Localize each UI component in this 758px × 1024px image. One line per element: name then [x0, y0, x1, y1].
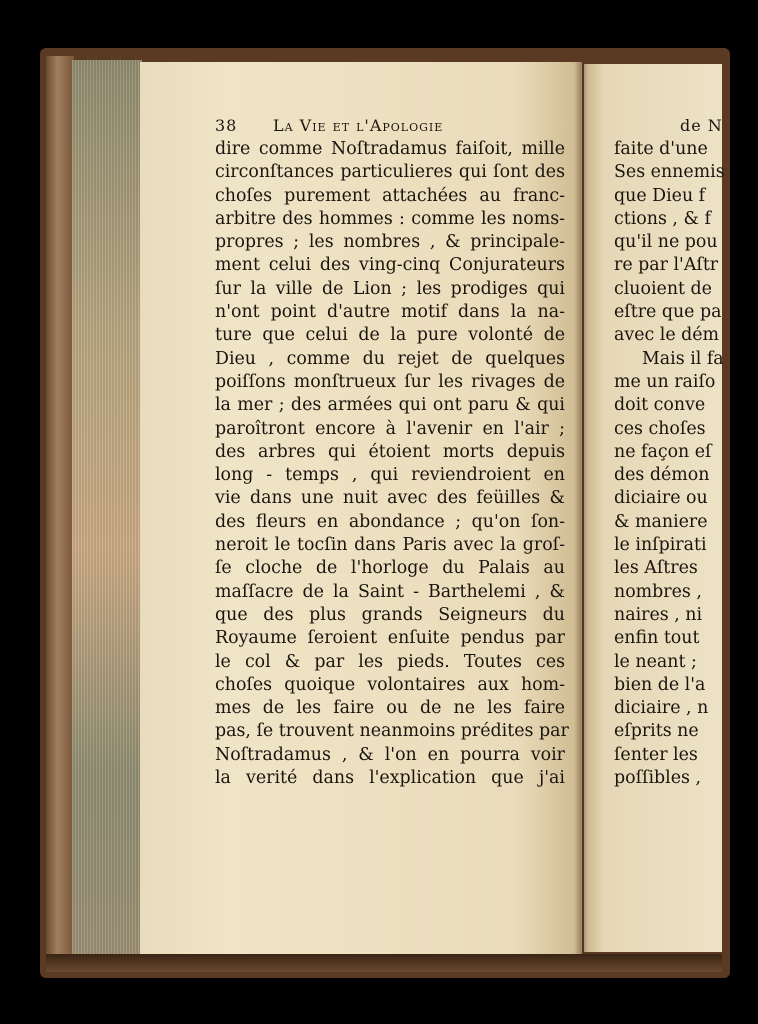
text-line: le neant ; — [614, 651, 697, 672]
text-line: ſur la ville de Lion ; les prodiges qui — [215, 278, 565, 299]
text-line: choſes quoique volontaires aux hom- — [215, 674, 565, 695]
text-line: les Aſtres — [614, 558, 698, 579]
text-line: avec le dém — [614, 325, 720, 346]
text-line: Royaume ſeroient enſuite pendus par — [215, 628, 565, 649]
text-line: poſſibles , — [614, 768, 702, 789]
text-line: diciaire ou — [614, 488, 708, 509]
text-line: me un raiſo — [614, 371, 716, 392]
text-line: choſes purement attachées au franc- — [215, 185, 565, 206]
right-page-text — [614, 138, 734, 790]
page-fore-edge — [72, 60, 142, 954]
text-line: & maniere — [614, 511, 708, 532]
text-line: le inſpirati — [614, 535, 707, 556]
text-line: des fleurs en abondance ; qu'on ſon- — [215, 511, 565, 532]
text-line: doit conve — [614, 395, 706, 416]
text-line: ces choſes — [614, 418, 706, 439]
text-line: des arbres qui étoient morts depuis — [215, 441, 565, 462]
text-line: ſenter les — [614, 744, 698, 765]
left-running-head — [215, 116, 565, 138]
text-line: Dieu , comme du rejet de quelques — [215, 348, 565, 369]
text-line: ture que celui de la pure volonté de — [215, 325, 565, 346]
text-line: Mais il fa — [642, 348, 724, 369]
text-line: mes de les faire ou de ne les faire — [215, 698, 565, 719]
text-line: maſſacre de la Saint - Barthelemi , & — [215, 581, 565, 602]
text-line: bien de l'a — [614, 674, 706, 695]
text-line: le col & par les pieds. Toutes ces — [215, 651, 565, 672]
text-line: ment celui des ving-cinq Conjurateurs — [215, 255, 565, 276]
text-line: vie dans une nuit avec des feüilles & — [215, 488, 565, 509]
text-line: re par l'Aſtr — [614, 255, 719, 276]
right-running-head: de N — [680, 116, 723, 135]
page-number: 38 — [215, 116, 238, 135]
text-line: enfin tout — [614, 628, 700, 649]
text-line: ctions , & f — [614, 208, 711, 229]
text-line: Noſtradamus , & l'on en pourra voir — [215, 744, 565, 765]
text-line: des démon — [614, 465, 710, 486]
text-line: diciaire , n — [614, 698, 709, 719]
text-line: la mer ; des armées qui ont paru & qui — [215, 395, 565, 416]
text-line: paroîtront encore à l'avenir en l'air ; — [215, 418, 565, 439]
text-line: qu'il ne pou — [614, 232, 718, 253]
text-line: eſprits ne — [614, 721, 699, 742]
text-line: neroit le tocſin dans Paris avec la groſ- — [215, 535, 565, 556]
text-line: Ses ennemis — [614, 162, 725, 183]
book-gutter — [574, 62, 588, 954]
book-spine-edge — [46, 56, 74, 956]
text-line: la verité dans l'explication que j'ai — [215, 768, 565, 789]
text-line: cluoient de — [614, 278, 712, 299]
left-page-text — [215, 138, 569, 790]
book-bottom-edge — [46, 954, 722, 972]
text-line: que Dieu f — [614, 185, 706, 206]
text-line: pas, ſe trouvent neanmoins prédites par — [215, 721, 569, 742]
text-line: propres ; les nombres , & principale- — [215, 232, 565, 253]
text-line: dire comme Noſtradamus faiſoit, mille — [215, 139, 565, 159]
text-line: naires , ni — [614, 604, 703, 625]
text-line: n'ont point d'autre motif dans la na- — [215, 302, 565, 323]
text-line: long - temps , qui reviendroient en — [215, 465, 565, 486]
text-line: eſtre que pa — [614, 302, 722, 323]
text-line: circonſtances particulieres qui ſont des — [215, 162, 565, 183]
running-head-title: La Vie et l'Apologie — [273, 116, 444, 135]
text-line: faite d'une — [614, 139, 708, 159]
text-line: nombres , — [614, 581, 702, 602]
text-line: poiſſons monſtrueux ſur les rivages de — [215, 371, 565, 392]
text-line: ne façon eſ — [614, 441, 712, 462]
text-line: arbitre des hommes : comme les noms- — [215, 208, 565, 229]
text-line: que des plus grands Seigneurs du — [215, 604, 565, 625]
text-line: ſe cloche de l'horloge du Palais au — [215, 558, 565, 579]
